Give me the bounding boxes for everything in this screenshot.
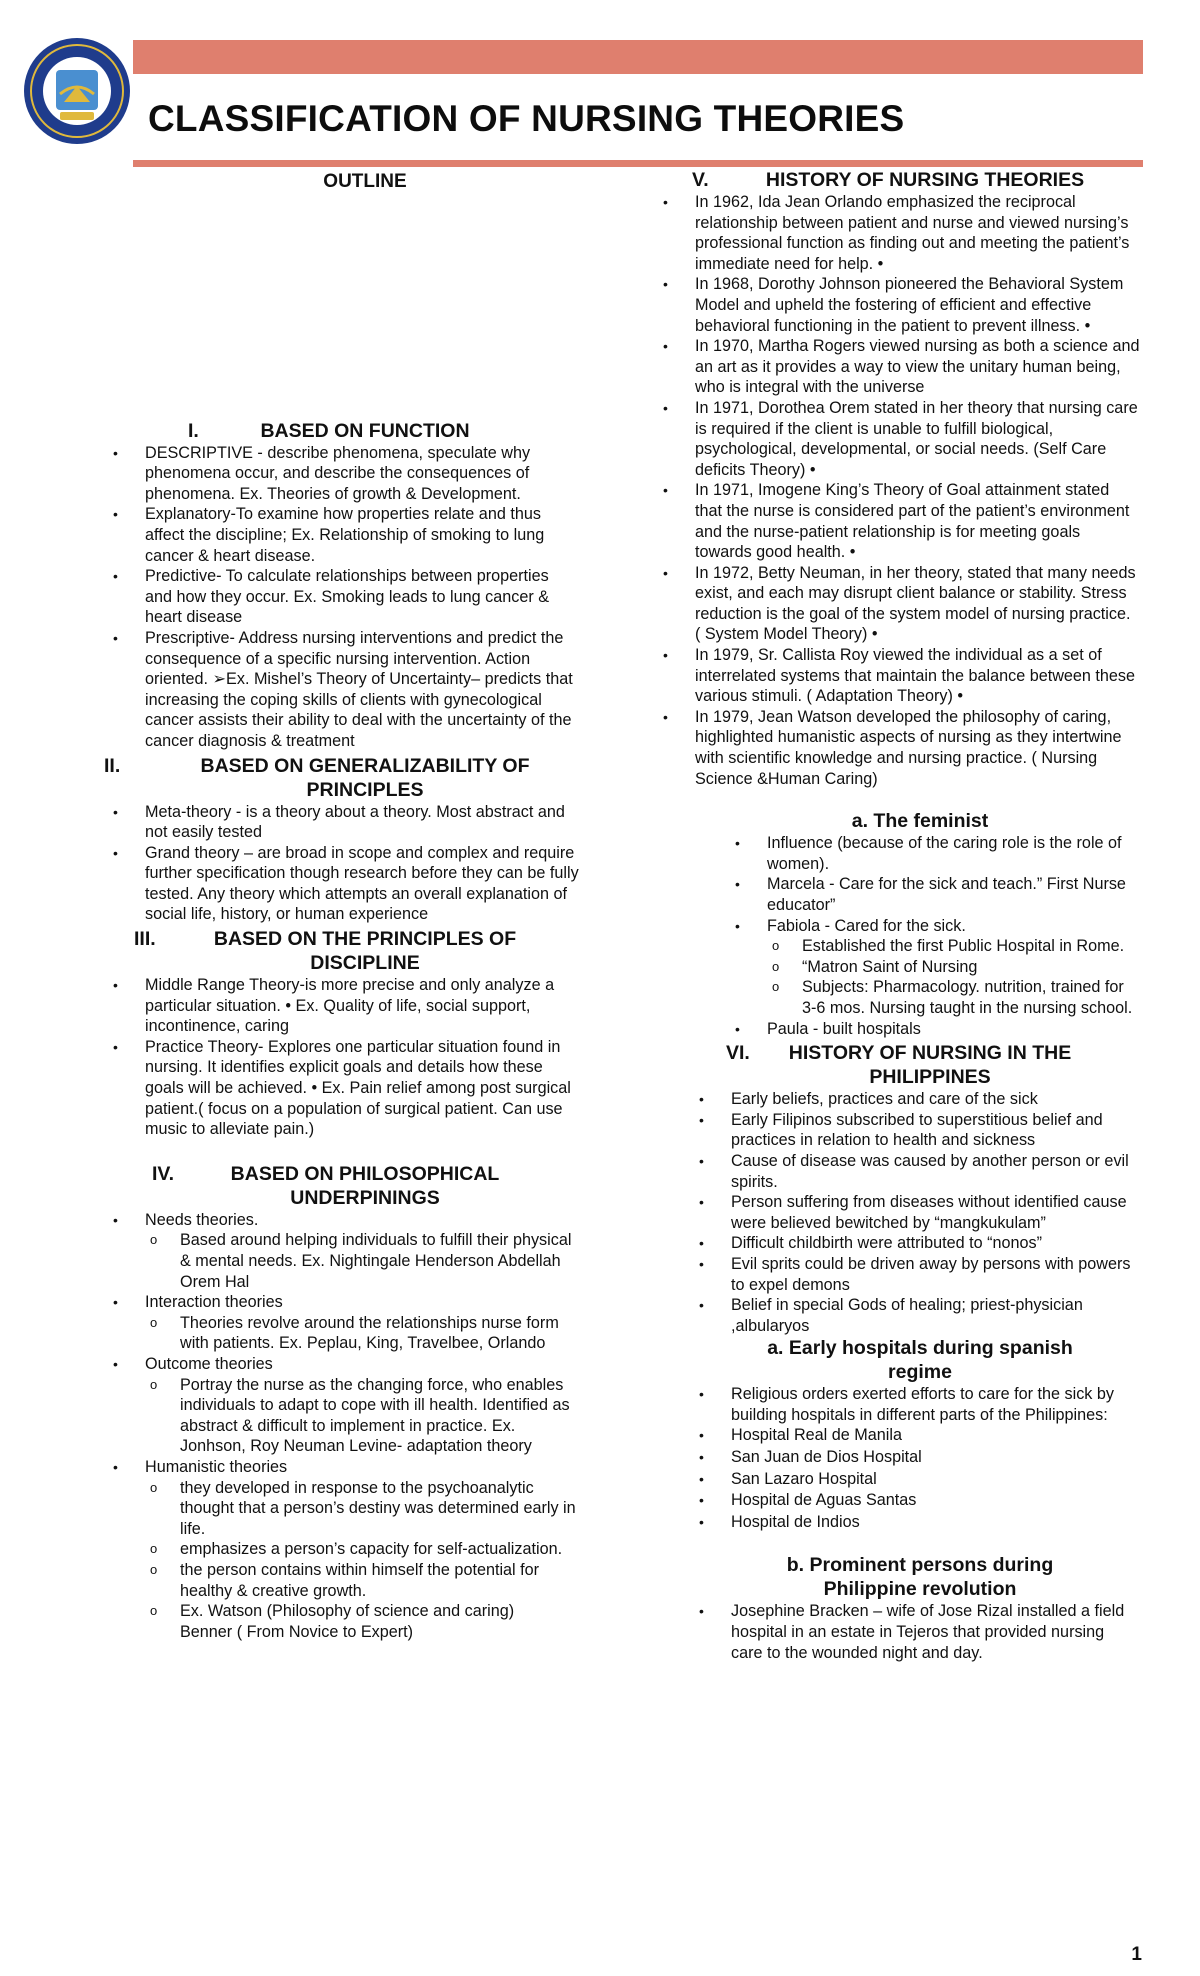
list-item: • Middle Range Theory-is more precise and only analyze a particular situation. • Ex. Quality of life, social support, incontinence, caring [110, 975, 580, 1037]
section-6-title-line-2: PHILIPPINES [869, 1066, 991, 1089]
list-item: • In 1971, Dorothea Orem stated in her theory that nursing care is required if the client is unable to fulfill biological, psychological, developmental, or social needs. (Self Care deficits Theory) • [660, 398, 1140, 480]
spanish-heading-line-1: a. Early hospitals during spanish [767, 1337, 1073, 1360]
revolution-heading-line-2: Philippine revolution [823, 1578, 1017, 1601]
list-item: • Prescriptive- Address nursing interventions and predict the consequence of a specific nursing intervention. Action oriented. ➢Ex. Mishel’s Theory of Uncertainty– predicts that increasing the coping skills of clients with gynecological cancer assists their ability to deal with the uncertainty of the cancer diagnosis & treatment [110, 628, 580, 752]
list-item: • Early Filipinos subscribed to superstitious belief and practices in relation to health and sickness [696, 1110, 1140, 1151]
title-underline [133, 160, 1143, 167]
list-item: • San Juan de Dios Hospital [696, 1447, 1140, 1469]
section-5-number: V. [692, 169, 709, 191]
section-2-number: II. [104, 754, 121, 777]
section-4-list [110, 1210, 580, 1642]
university-seal-icon [22, 36, 132, 146]
section-1-list [110, 443, 580, 752]
list-item: • Josephine Bracken – wife of Jose Rizal installed a field hospital in an estate in Tejeros that provided nursing care to the wounded night and day. [696, 1601, 1140, 1663]
section-1-number: I. [188, 419, 199, 442]
section-5-list [660, 192, 1140, 789]
list-item: • In 1979, Sr. Callista Roy viewed the individual as a set of interrelated systems that maintain the balance between these various stimuli. ( Adaptation Theory) • [660, 645, 1140, 707]
feminist-list [660, 833, 1140, 1039]
document-title: CLASSIFICATION OF NURSING THEORIES [148, 98, 905, 139]
section-2-title-line-2: PRINCIPLES [306, 778, 424, 801]
list-item: • Predictive- To calculate relationships between properties and how they occur. Ex. Smoking leads to lung cancer & heart disease [110, 566, 580, 628]
feminist-heading: a. The feminist [851, 810, 989, 833]
list-item: • Hospital Real de Manila [696, 1425, 1140, 1447]
list-item: • Religious orders exerted efforts to care for the sick by building hospitals in different parts of the Philippines: [696, 1384, 1140, 1425]
section-2-list [110, 802, 580, 926]
sub-list-item: o Portray the nurse as the changing force, who enables individuals to adapt to cope with ill health. Identified as abstract & difficult to implement in practice. Ex. Jonhson, Roy Neuman Levine- adaptation theory [145, 1375, 580, 1457]
section-6-heading [660, 1041, 1140, 1089]
sub-list-item: o they developed in response to the psychoanalytic thought that a person’s destiny was determined early in life. [145, 1478, 580, 1540]
list-item: • Difficult childbirth were attributed to “nonos” [696, 1233, 1140, 1254]
sub-list-item: o Subjects: Pharmacology. nutrition, trained for 3-6 mos. Nursing taught in the nursing school. [767, 977, 1140, 1018]
section-6-list [660, 1089, 1140, 1336]
list-item: • In 1972, Betty Neuman, in her theory, stated that many needs exist, and each may disrupt client balance or stability. Stress reduction is the goal of the system model of nursing practice. ( System Model Theory) • [660, 563, 1140, 645]
revolution-heading [660, 1553, 1140, 1601]
list-item: • In 1962, Ida Jean Orlando emphasized the reciprocal relationship between patient and nurse and viewed nursing’s professional function as finding out and meeting the patient’s immediate need for help. • [660, 192, 1140, 274]
sub-list-item: o Established the first Public Hospital in Rome. [767, 936, 1140, 957]
spanish-hospitals-heading [660, 1336, 1140, 1384]
list-item: • Early beliefs, practices and care of the sick [696, 1089, 1140, 1110]
list-item: • Practice Theory- Explores one particular situation found in nursing. It identifies explicit goals and details how these goals will be achieved. • Ex. Pain relief among post surgical patient.( focus on a population of surgical patient. Can use music to alleviate pain.) [110, 1037, 580, 1140]
sub-list [767, 936, 1140, 1018]
sub-list-item: o Based around helping individuals to fulfill their physical & mental needs. Ex. Nightingale Henderson Abdellah Orem Hal [145, 1230, 580, 1292]
list-item [732, 916, 1140, 1019]
list-item: • Hospital de Indios [696, 1512, 1140, 1534]
right-column [660, 168, 1140, 1663]
list-item: • Hospital de Aguas Santas [696, 1490, 1140, 1512]
list-item: • Marcela - Care for the sick and teach.” First Nurse educator” [732, 874, 1140, 915]
list-item: • Grand theory – are broad in scope and complex and require further specification though research before they can be fully tested. Any theory which attempts an overall explanation of social life, history, or human experience [110, 843, 580, 925]
section-4-title-line-2: UNDERPININGS [290, 1186, 440, 1209]
revolution-heading-line-1: b. Prominent persons during [786, 1554, 1054, 1577]
section-4-title-line-1: BASED ON PHILOSOPHICAL [230, 1162, 500, 1185]
sub-list [145, 1478, 580, 1622]
sub-list-item: o emphasizes a person’s capacity for self-actualization. [145, 1539, 580, 1560]
section-4-heading [110, 1162, 580, 1210]
page-number: 1 [1131, 1944, 1142, 1965]
list-item: • Belief in special Gods of healing; priest-physician ,albularyos [696, 1295, 1140, 1336]
list-item: • Evil sprits could be driven away by persons with powers to expel demons [696, 1254, 1140, 1295]
section-5-heading [660, 168, 1140, 192]
trailing-line: Benner ( From Novice to Expert) [180, 1622, 413, 1641]
outline-heading: OUTLINE [323, 171, 407, 192]
group-label: Needs theories. [145, 1210, 259, 1229]
left-column [104, 168, 580, 1642]
section-2-title-line-1: BASED ON GENERALIZABILITY OF [200, 754, 530, 777]
sub-list-item: o Theories revolve around the relationships nurse form with patients. Ex. Peplau, King, Travelbee, Orlando [145, 1313, 580, 1354]
list-item: • In 1968, Dorothy Johnson pioneered the Behavioral System Model and upheld the fostering of efficient and effective behavioral functioning in the patient to prevent illness. • [660, 274, 1140, 336]
sub-list [145, 1313, 580, 1354]
outline-blank-area [110, 193, 580, 419]
list-item [110, 1292, 580, 1354]
section-3-title-line-1: BASED ON THE PRINCIPLES OF [213, 928, 517, 951]
list-item: • In 1970, Martha Rogers viewed nursing as both a science and an art as it provides a way to view the unitary human being, who is integral with the universe [660, 336, 1140, 398]
fabiola-label: Fabiola - Cared for the sick. [767, 916, 966, 935]
list-item: • Paula - built hospitals [732, 1019, 1140, 1040]
list-item: • San Lazaro Hospital [696, 1469, 1140, 1491]
list-item: • Cause of disease was caused by another person or evil spirits. [696, 1151, 1140, 1192]
list-item: • Meta-theory - is a theory about a theory. Most abstract and not easily tested [110, 802, 580, 843]
list-item [110, 1457, 580, 1642]
section-2-heading [104, 754, 580, 802]
list-item: • Person suffering from diseases without identified cause were believed bewitched by “mangkukulam” [696, 1192, 1140, 1233]
section-3-heading [110, 927, 580, 975]
section-1-heading [110, 419, 580, 443]
section-3-number: III. [134, 928, 156, 951]
list-item: • DESCRIPTIVE - describe phenomena, speculate why phenomena occur, and describe the consequences of phenomena. Ex. Theories of growth & Development. [110, 443, 580, 505]
spanish-heading-line-2: regime [888, 1361, 952, 1384]
list-item [110, 1354, 580, 1457]
section-1-title: BASED ON FUNCTION [260, 419, 470, 442]
list-item: • Influence (because of the caring role is the role of women). [732, 833, 1140, 874]
sub-list-item: o Ex. Watson (Philosophy of science and caring) [145, 1601, 580, 1622]
list-item: • In 1979, Jean Watson developed the philosophy of caring, highlighted humanistic aspects of nursing as they intertwine with scientific knowledge and nursing practice. ( Nursing Science &Human Caring) [660, 707, 1140, 789]
group-label: Interaction theories [145, 1293, 283, 1312]
section-5-title: HISTORY OF NURSING THEORIES [765, 169, 1085, 191]
group-label: Humanistic theories [145, 1457, 288, 1476]
section-3-title-line-2: DISCIPLINE [310, 952, 420, 975]
revolution-list [660, 1601, 1140, 1663]
header-accent-band [133, 40, 1143, 74]
group-label: Outcome theories [145, 1354, 273, 1373]
sub-list-item: o the person contains within himself the potential for healthy & creative growth. [145, 1560, 580, 1601]
section-4-number: IV. [152, 1162, 175, 1185]
sub-list-item: o “Matron Saint of Nursing [767, 957, 1140, 978]
section-3-list [110, 975, 580, 1140]
sub-list [145, 1375, 580, 1457]
spanish-hospitals-list [660, 1384, 1140, 1533]
section-6-title-line-1: HISTORY OF NURSING IN THE [788, 1042, 1072, 1065]
list-item: • In 1971, Imogene King’s Theory of Goal attainment stated that the nurse is considered part of the patient’s environment and the nurse-patient relationship is for meeting goals towards good health. • [660, 480, 1140, 562]
sub-list [145, 1230, 580, 1292]
list-item [110, 1210, 580, 1292]
list-item: • Explanatory-To examine how properties relate and thus affect the discipline; Ex. Relationship of smoking to lung cancer & heart disease. [110, 504, 580, 566]
section-6-number: VI. [726, 1042, 750, 1065]
